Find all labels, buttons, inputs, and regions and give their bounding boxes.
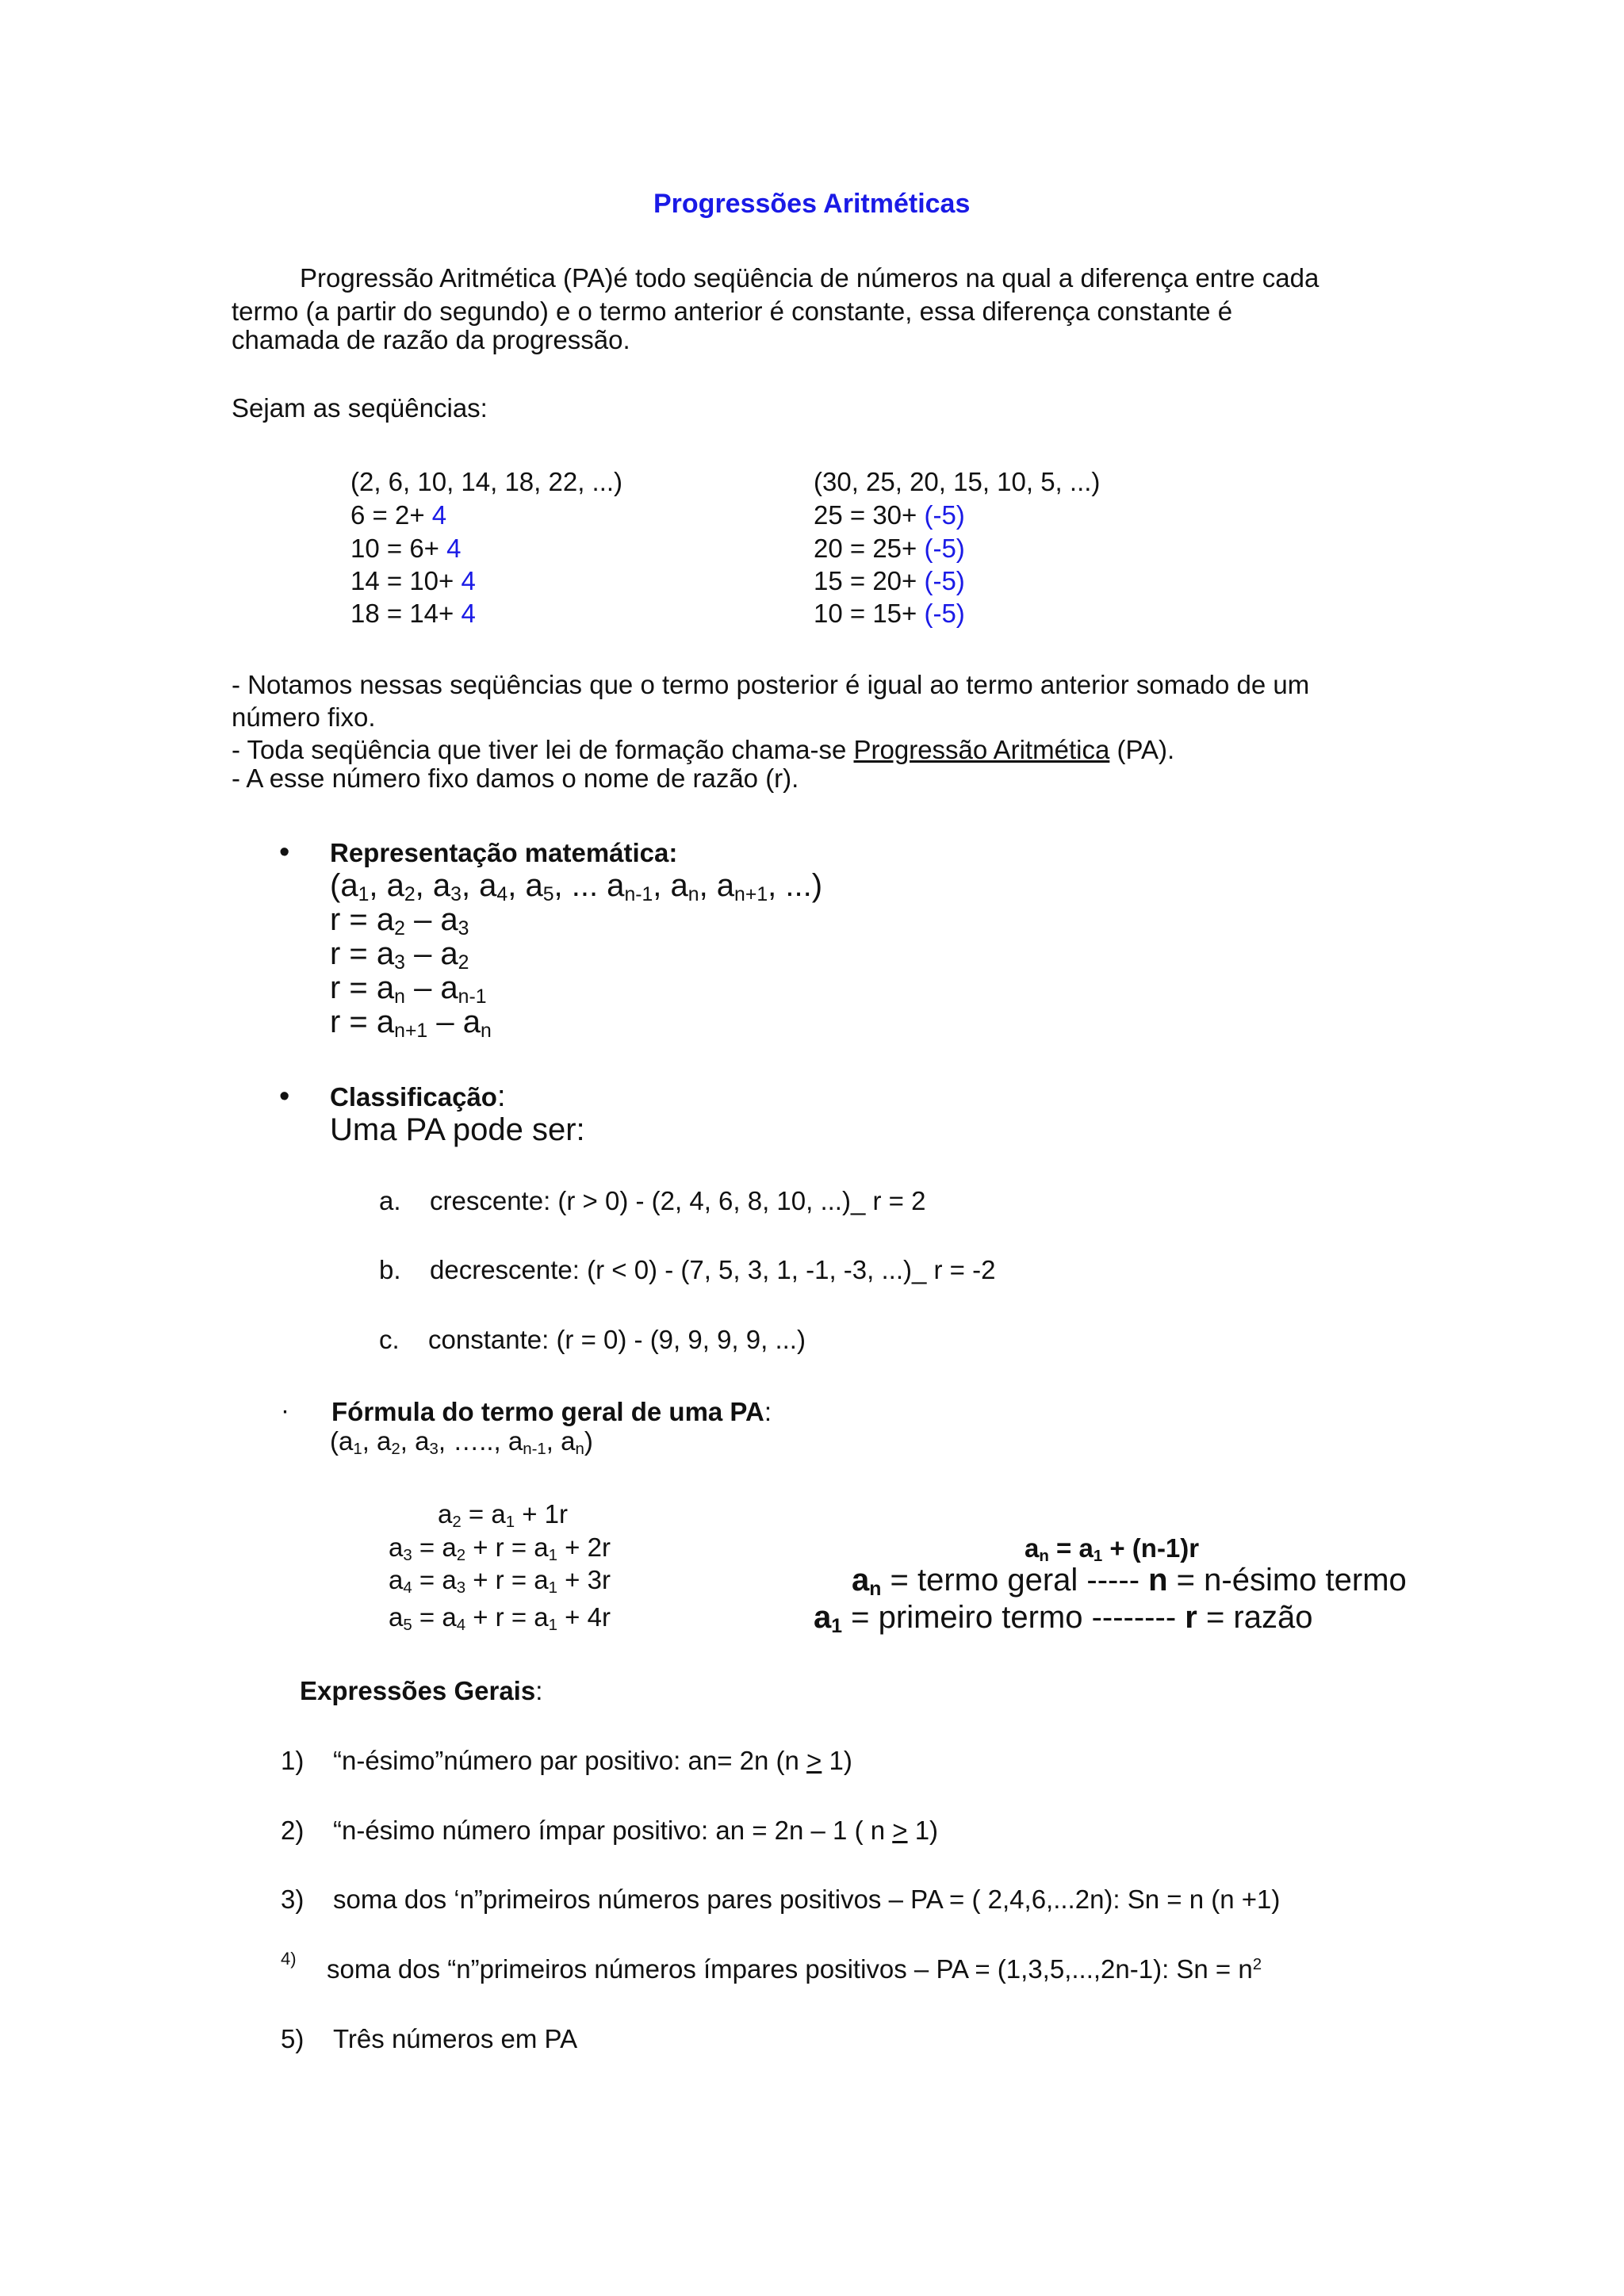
left-seq-row: 6 = 2+ 4 [350, 500, 447, 530]
expr-num: 2) [281, 1816, 304, 1845]
pa-definition-link: Progressão Aritmética [853, 735, 1110, 764]
expr-num: 3) [281, 1885, 304, 1914]
right-seq-row: 15 = 20+ (-5) [814, 566, 965, 595]
formula-step-2: $a_3 = a_2 + r = a_1 + 2r$ [389, 1533, 611, 1565]
expr-item: soma dos “n”primeiros números ímpares positivos – PA = (1,3,5,...,2n-1): $Sn = n^2$ [327, 1954, 1262, 1984]
intro-line-3: chamada de razão da progressão. [232, 325, 630, 354]
bullet-icon: • [279, 836, 290, 869]
expr-item: soma dos ‘n”primeiros números pares positivos – PA = ( 2,4,6,...2n): Sn = n (n +1) [333, 1885, 1281, 1914]
expr-item: Três números em PA [333, 2024, 578, 2053]
rep-formula-3: $r = a_n - a_{n-1}$ [330, 970, 487, 1008]
note-1a: - Notamos nessas seqüências que o termo posterior é igual ao termo anterior somado de um [232, 670, 1310, 699]
expr-item: “n-ésimo número ímpar positivo: an = 2n – 1 ( n > 1) [333, 1816, 939, 1845]
rep-formula-4: $r = a_{n+1} - a_n$ [330, 1004, 492, 1043]
general-term-formula: $a_n = a_1 + (n-1)r$ [1025, 1533, 1200, 1566]
left-sequence-header: (2, 6, 10, 14, 18, 22, ...) [350, 467, 623, 496]
expr-item: “n-ésimo”número par positivo: an= 2n (n > 1) [333, 1746, 852, 1775]
note-3: - A esse número fixo damos o nome de razão (r). [232, 763, 799, 793]
formula-heading: Fórmula do termo geral de uma PA: [331, 1397, 772, 1426]
right-sequence-header: (30, 25, 20, 15, 10, 5, ...) [814, 467, 1101, 496]
expr-heading: Expressões Gerais: [300, 1676, 543, 1705]
intro-line-2: termo (a partir do segundo) e o termo anterior é constante, essa diferença constante é [232, 297, 1233, 326]
sejam-label: Sejam as seqüências: [232, 393, 488, 423]
definition-an: $a_n$ = termo geral ----- n = n-ésimo termo [852, 1563, 1407, 1601]
left-seq-row: 14 = 10+ 4 [350, 566, 476, 595]
classif-item-text: decrescente: (r < 0) - (7, 5, 3, 1, -1, -3, ...)_ r = -2 [430, 1255, 996, 1284]
bullet-dot-icon: · [281, 1395, 289, 1425]
right-seq-row: 25 = 30+ (-5) [814, 500, 965, 530]
formula-step-4: $a_5 = a_4 + r = a_1 + 4r$ [389, 1602, 611, 1635]
classif-item-label: c. [379, 1325, 400, 1354]
note-1b: número fixo. [232, 702, 376, 732]
expr-num: 1) [281, 1746, 304, 1775]
classif-subtitle: Uma PA pode ser: [330, 1112, 585, 1147]
note-2: - Toda seqüência que tiver lei de formação chama-se Progressão Aritmética (PA). [232, 735, 1175, 764]
formula-step-3: $a_4 = a_3 + r = a_1 + 3r$ [389, 1565, 611, 1598]
classif-item-label: a. [379, 1186, 401, 1215]
formula-sequence: ($a_1$, $a_2$, $a_3$, ….., $a_{n-1}$, $a_n$) [330, 1426, 593, 1459]
left-seq-row: 18 = 14+ 4 [350, 599, 476, 628]
left-seq-row: 10 = 6+ 4 [350, 534, 462, 563]
rep-formula-1: $r = a_2 - a_3$ [330, 902, 469, 940]
bullet-icon: • [279, 1080, 290, 1113]
right-seq-row: 20 = 25+ (-5) [814, 534, 965, 563]
classif-heading: Classificação: [330, 1080, 506, 1113]
right-seq-row: 10 = 15+ (-5) [814, 599, 965, 628]
intro-line-1: Progressão Aritmética (PA)é todo seqüência de números na qual a diferença entre cada [300, 263, 1320, 293]
expr-num: 5) [281, 2024, 304, 2053]
definition-a1: $a_1$ = primeiro termo -------- r = razão [814, 1600, 1313, 1638]
classif-item-text: constante: (r = 0) - (9, 9, 9, 9, ...) [428, 1325, 806, 1354]
rep-formula-2: $r = a_3 - a_2$ [330, 936, 469, 974]
rep-sequence: ($a_1$, $a_2$, $a_3$, $a_4$, $a_5$, ... $a_{n-1}$, $a_n$, $a_{n+1}$, ...) [330, 868, 823, 906]
classif-item-label: b. [379, 1255, 401, 1284]
page-title: Progressões Aritméticas [653, 189, 971, 219]
expr-num: 4) [281, 1949, 297, 1969]
classif-item-text: crescente: (r > 0) - (2, 4, 6, 8, 10, ...)_ r = 2 [430, 1186, 926, 1215]
rep-heading: Representação matemática: [330, 838, 678, 867]
formula-step-1: $a_2 = a_1 + 1r$ [438, 1499, 569, 1532]
